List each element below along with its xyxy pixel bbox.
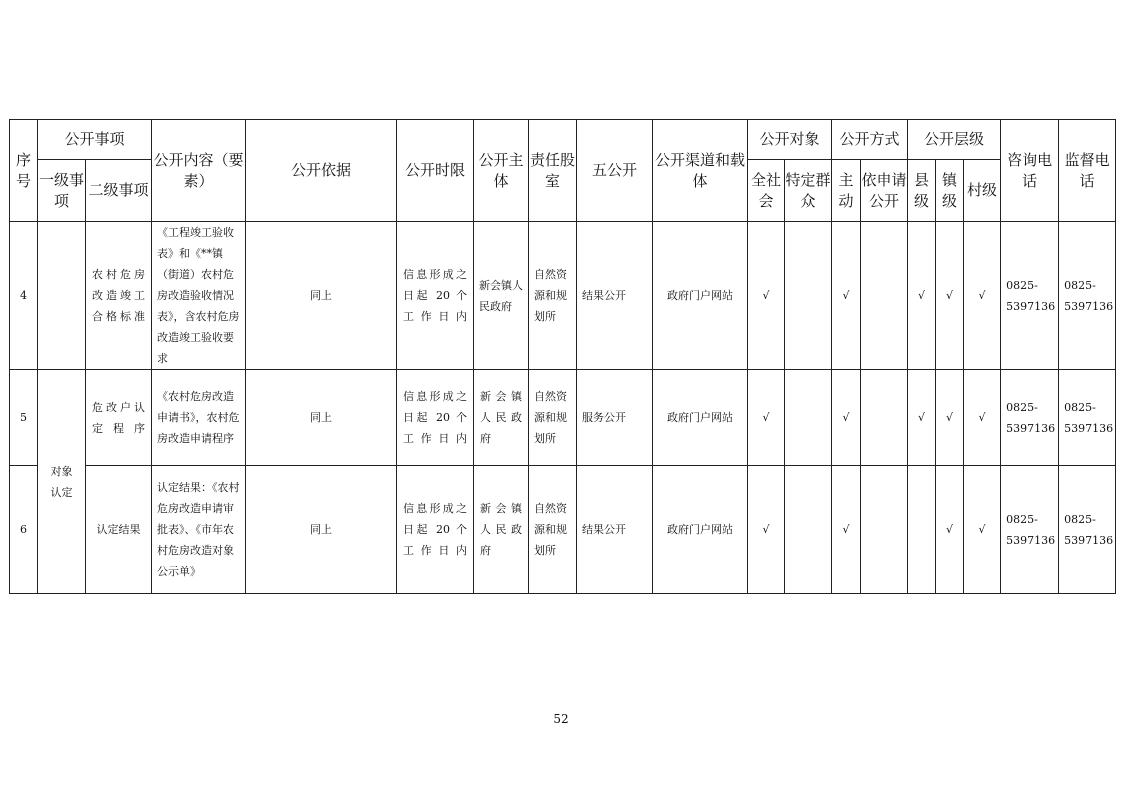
row-l1-label: 对象认定 [50,464,73,499]
header-seq: 序号 [10,120,38,222]
table-row [10,370,1116,466]
row-mode-active: √ [832,466,861,594]
header-supervise: 监督电话 [1059,120,1116,222]
row-target-specific [785,222,832,370]
row-target-specific [785,466,832,594]
row-subject: 新会镇人民政府 [474,370,529,466]
header-level-county: 县级 [908,160,936,222]
row-level-county: √ [908,370,936,466]
row-mode-request [861,222,908,370]
row-seq: 6 [10,466,38,594]
header-subject: 公开主体 [474,120,529,222]
row-target-all: √ [748,370,785,466]
row-consult: 0825-5397136 [1001,222,1059,370]
row-content: 认定结果：《农村危房改造申请审批表》、《市年农村危房改造对象公示单》 [152,466,246,594]
row-dept: 自然资源和规划所 [529,222,577,370]
row-channel: 政府门户网站 [653,222,748,370]
header-channel: 公开渠道和载体 [653,120,748,222]
row-five: 结果公开 [577,222,653,370]
header-dept: 责任股室 [529,120,577,222]
header-mode-request: 依申请公开 [861,160,908,222]
row-l1-empty [38,222,86,370]
row-l2: 农村危房改造竣工合格标准 [86,222,152,370]
header-five: 五公开 [577,120,653,222]
header-mode-active: 主动 [832,160,861,222]
row-level-village: √ [964,370,1001,466]
row-subject: 新会镇人民政府 [474,466,529,594]
row-basis: 同上 [246,222,397,370]
row-supervise: 0825-5397136 [1059,222,1116,370]
header-target-specific: 特定群众 [785,160,832,222]
header-level-group: 公开层级 [908,120,1001,160]
header-target-group: 公开对象 [748,120,832,160]
row-mode-request [861,466,908,594]
row-level-county: √ [908,222,936,370]
row-level-town: √ [936,466,964,594]
row-level-town: √ [936,370,964,466]
header-content: 公开内容（要素） [152,120,246,222]
row-basis: 同上 [246,370,397,466]
header-item-l1: 一级事项 [38,160,86,222]
page-number: 52 [553,712,569,726]
row-supervise: 0825-5397136 [1059,466,1116,594]
row-channel: 政府门户网站 [653,466,748,594]
row-target-all: √ [748,466,785,594]
row-consult: 0825-5397136 [1001,466,1059,594]
row-mode-request [861,370,908,466]
row-consult: 0825-5397136 [1001,370,1059,466]
row-subject: 新会镇人民政府 [474,222,529,370]
table-row [10,466,1116,594]
row-dept: 自然资源和规划所 [529,370,577,466]
row-l2: 认定结果 [86,466,152,594]
row-level-village: √ [964,466,1001,594]
row-time-limit: 信息形成之日起 20 个工作日内 [397,370,474,466]
header-target-all: 全社会 [748,160,785,222]
header-level-town: 镇级 [936,160,964,222]
row-mode-active: √ [832,222,861,370]
header-consult: 咨询电话 [1001,120,1059,222]
header-mode-group: 公开方式 [832,120,908,160]
header-item-group: 公开事项 [38,120,152,160]
row-content: 《工程竣工验收表》和《**镇（街道）农村危房改造验收情况表》，含农村危房改造竣工验收要求 [152,222,246,370]
row-five: 结果公开 [577,466,653,594]
row-level-town: √ [936,222,964,370]
row-supervise: 0825-5397136 [1059,370,1116,466]
row-time-limit: 信息形成之日起 20 个工作日内 [397,222,474,370]
row-l2: 危改户认定程序 [86,370,152,466]
row-target-specific [785,370,832,466]
row-mode-active: √ [832,370,861,466]
header-basis: 公开依据 [246,120,397,222]
row-five: 服务公开 [577,370,653,466]
row-seq: 5 [10,370,38,466]
row-l1-group [38,370,86,594]
disclosure-table-container [9,119,1115,594]
disclosure-table [9,119,1116,594]
table-row [10,222,1116,370]
row-seq: 4 [10,222,38,370]
row-time-limit: 信息形成之日起 20 个工作日内 [397,466,474,594]
row-level-county [908,466,936,594]
header-level-village: 村级 [964,160,1001,222]
row-dept: 自然资源和规划所 [529,466,577,594]
header-item-l2: 二级事项 [86,160,152,222]
row-content: 《农村危房改造申请书》，农村危房改造申请程序 [152,370,246,466]
row-basis: 同上 [246,466,397,594]
row-level-village: √ [964,222,1001,370]
row-target-all: √ [748,222,785,370]
row-channel: 政府门户网站 [653,370,748,466]
header-time-limit: 公开时限 [397,120,474,222]
